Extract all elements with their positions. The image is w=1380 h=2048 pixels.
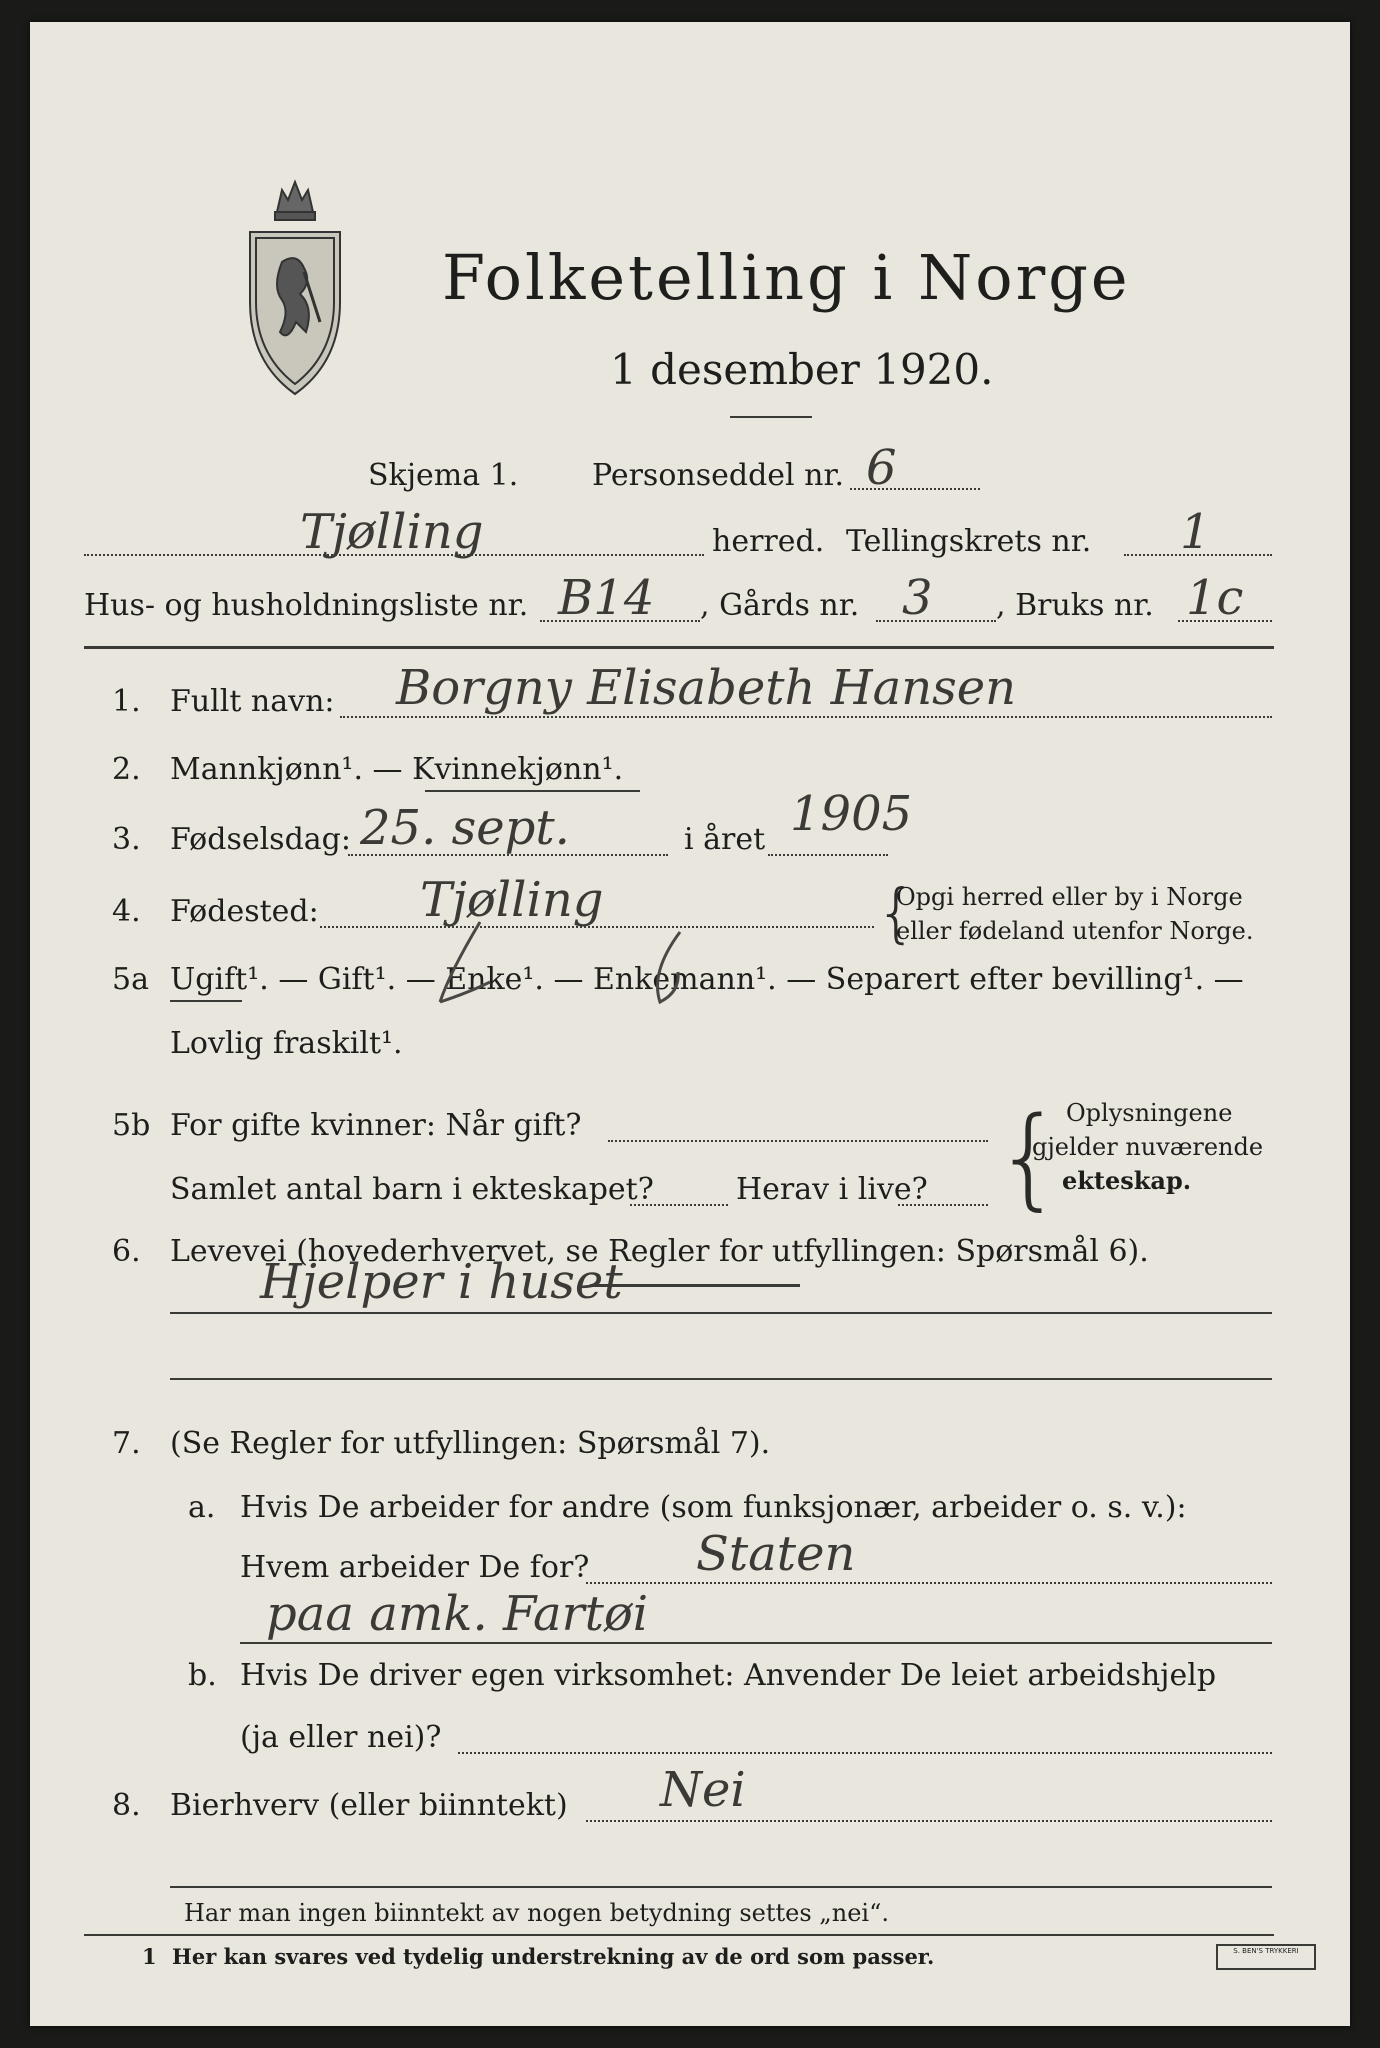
q7b-label: Hvis De driver egen virksomhet: Anvender De leiet arbeidshjelp bbox=[240, 1658, 1217, 1693]
q4-note-line1: Opgi herred eller by i Norge bbox=[896, 883, 1243, 911]
q7b-letter: b. bbox=[188, 1658, 217, 1693]
q8-label: Bierhverv (eller biinntekt) bbox=[170, 1788, 568, 1823]
q5a-ugift-underline bbox=[170, 1000, 242, 1002]
q5b-alive-label: Herav i live? bbox=[736, 1172, 928, 1207]
q3-label: Fødselsdag: bbox=[170, 822, 351, 857]
herred-value[interactable]: Tjølling bbox=[300, 504, 484, 560]
q5b-number: 5b bbox=[112, 1108, 151, 1143]
q4-birthplace-value[interactable]: Tjølling bbox=[420, 872, 604, 928]
q6-field-line-2 bbox=[170, 1378, 1272, 1380]
footnote-text: Her kan svares ved tydelig understrekning av de ord som passer. bbox=[172, 1944, 935, 1969]
q7a-field-line-2 bbox=[240, 1642, 1272, 1644]
schema-label: Skjema 1. bbox=[368, 458, 519, 493]
q8-side-income-value[interactable]: Nei bbox=[660, 1762, 746, 1818]
q5b-label: For gifte kvinner: Når gift? bbox=[170, 1108, 582, 1143]
q3-year-label: i året bbox=[684, 822, 766, 857]
title-divider bbox=[730, 416, 812, 418]
footer-note: Har man ingen biinntekt av nogen betydning settes „nei“. bbox=[184, 1899, 889, 1927]
q5b-children-field-line bbox=[630, 1204, 728, 1206]
form-title: Folketelling i Norge bbox=[442, 241, 1131, 314]
norwegian-coat-of-arms-icon bbox=[242, 172, 348, 402]
q2-gender-label: Mannkjønn¹. — Kvinnekjønn¹. bbox=[170, 752, 624, 787]
q6-number: 6. bbox=[112, 1234, 141, 1269]
q7a-letter: a. bbox=[188, 1490, 216, 1525]
q5b-note-line1: Oplysningene bbox=[1066, 1099, 1233, 1127]
q5b-children-label: Samlet antal barn i ekteskapet? bbox=[170, 1172, 654, 1207]
q3-year-field-line bbox=[768, 854, 888, 856]
q5a-marital-label-2: Lovlig fraskilt¹. bbox=[170, 1026, 403, 1061]
q7b-field-line bbox=[458, 1752, 1272, 1754]
q5b-note-brace: { bbox=[994, 1093, 1064, 1221]
q5b-alive-field-line bbox=[898, 1204, 988, 1206]
census-form-page bbox=[30, 22, 1350, 2026]
q4-number: 4. bbox=[112, 894, 141, 929]
tellingskrets-label: Tellingskrets nr. bbox=[846, 524, 1092, 559]
husliste-label: Hus- og husholdningsliste nr. bbox=[84, 588, 529, 623]
q5b-note-line3: ekteskap. bbox=[1062, 1166, 1192, 1195]
q5a-number: 5a bbox=[112, 962, 149, 997]
printer-stamp: S. BEN'S TRYKKERI bbox=[1216, 1944, 1316, 1970]
footnote-divider bbox=[84, 1934, 1274, 1936]
q4-label: Fødested: bbox=[170, 894, 319, 929]
q8-field-line-2 bbox=[170, 1886, 1272, 1888]
q3-birthdate-value[interactable]: 25. sept. bbox=[360, 800, 570, 856]
q5a-strike-marks bbox=[410, 912, 710, 1012]
q1-label: Fullt navn: bbox=[170, 684, 335, 719]
q5b-note-line2: gjelder nuværende bbox=[1032, 1133, 1264, 1161]
gards-field-line bbox=[876, 620, 996, 622]
q7-number: 7. bbox=[112, 1426, 141, 1461]
q5a-marital-label: Ugift¹. — Gift¹. — Enke¹. — Enkemann¹. — Separert efter bevilling¹. — bbox=[170, 962, 1244, 997]
q4-note-line2: eller fødeland utenfor Norge. bbox=[896, 917, 1254, 945]
q6-occupation-label: Levevei (hovederhvervet, se Regler for utfyllingen: Spørsmål 6). bbox=[170, 1234, 1149, 1269]
q7a-employer-field-line bbox=[586, 1582, 1272, 1584]
q6-strikethrough bbox=[590, 1284, 800, 1287]
gards-label: , Gårds nr. bbox=[700, 588, 860, 623]
q6-field-line-1 bbox=[170, 1312, 1272, 1314]
q7b-yes-no-label: (ja eller nei)? bbox=[240, 1720, 442, 1755]
q8-field-line bbox=[586, 1820, 1272, 1822]
q2-number: 2. bbox=[112, 752, 141, 787]
q1-number: 1. bbox=[112, 684, 141, 719]
q8-number: 8. bbox=[112, 1788, 141, 1823]
personseddel-value[interactable]: 6 bbox=[866, 440, 897, 496]
bruks-value[interactable]: 1c bbox=[1186, 570, 1244, 626]
q5b-married-field-line bbox=[608, 1140, 988, 1142]
q7a-employer-label: Hvem arbeider De for? bbox=[240, 1550, 590, 1585]
q1-full-name-value[interactable]: Borgny Elisabeth Hansen bbox=[396, 660, 1017, 716]
footnote-mark: 1 bbox=[142, 1944, 157, 1969]
q4-note-brace: { bbox=[876, 877, 917, 951]
q1-field-line bbox=[340, 716, 1272, 718]
q6-occupation-value[interactable]: Hjelper i huset bbox=[260, 1254, 623, 1310]
personseddel-label: Personseddel nr. bbox=[592, 458, 845, 493]
q7a-employer-value[interactable]: Staten bbox=[696, 1526, 856, 1582]
census-date: 1 desember 1920. bbox=[610, 345, 994, 394]
q3-number: 3. bbox=[112, 822, 141, 857]
herred-label: herred. bbox=[712, 524, 825, 559]
tellingskrets-value[interactable]: 1 bbox=[1180, 504, 1211, 560]
gards-value[interactable]: 3 bbox=[902, 570, 933, 626]
q3-year-value[interactable]: 1905 bbox=[790, 786, 913, 842]
husliste-value[interactable]: B14 bbox=[558, 570, 655, 626]
bruks-label: , Bruks nr. bbox=[996, 588, 1154, 623]
header-separator bbox=[84, 646, 1274, 649]
q7a-employer-value-2[interactable]: paa amk. Fartøi bbox=[266, 1586, 649, 1642]
q2-kvinnekjonn-underline bbox=[425, 790, 640, 792]
q7-label: (Se Regler for utfyllingen: Spørsmål 7). bbox=[170, 1426, 771, 1461]
q7a-label: Hvis De arbeider for andre (som funksjonær, arbeider o. s. v.): bbox=[240, 1490, 1187, 1525]
